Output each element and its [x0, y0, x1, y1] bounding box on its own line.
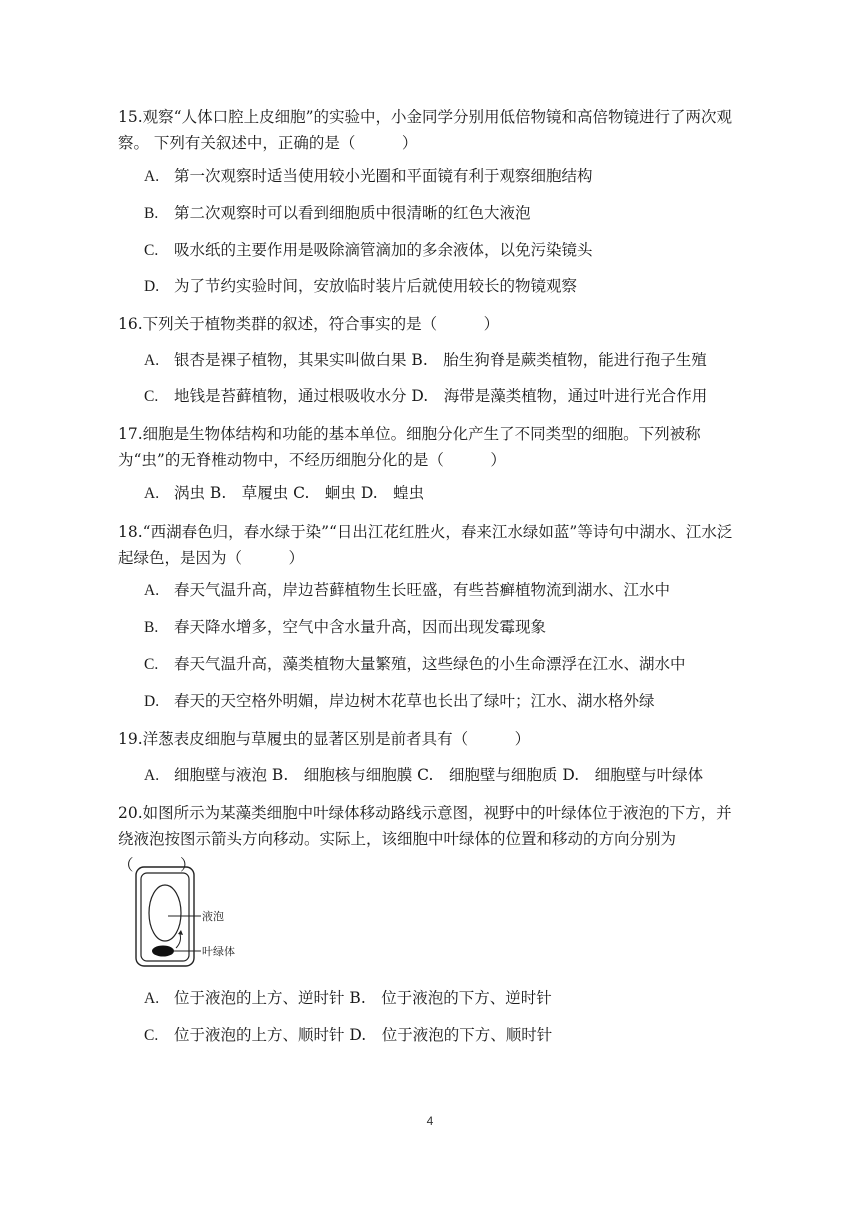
option-letter: A. — [144, 990, 160, 1007]
option-letter: B. — [144, 205, 159, 222]
question-18-option-b — [144, 617, 744, 638]
option-letter: A. — [144, 767, 160, 784]
question-16-option-ab — [144, 350, 744, 371]
cell-diagram — [130, 864, 250, 970]
question-15-option-c — [144, 240, 744, 261]
question-15-option-d — [144, 276, 744, 297]
option-letter: C. — [144, 242, 159, 259]
option-text: 地钱是苔藓植物，通过根吸收水分 D. 海带是藻类植物，通过叶进行光合作用 — [174, 387, 708, 405]
question-20-option-cd — [144, 1025, 744, 1046]
option-text: 第二次观察时可以看到细胞质中很清晰的红色大液泡 — [174, 204, 531, 222]
question-15-stem: 15.观察“人体口腔上皮细胞”的实验中，小金同学分别用低倍物镜和高倍物镜进行了两次观察。 下列有关叙述中，正确的是（ ） — [118, 108, 733, 152]
option-text: 位于液泡的上方、顺时针 D. 位于液泡的下方、顺时针 — [174, 1026, 553, 1044]
page-number: 4 — [426, 1114, 434, 1128]
option-text: 春天气温升高，岸边苔藓植物生长旺盛，有些苔癣植物流到湖水、江水中 — [174, 581, 671, 599]
question-18-option-d — [144, 691, 744, 712]
question-18-stem: 18.“西湖春色归，春水绿于染”“日出江花红胜火，春来江水绿如蓝”等诗句中湖水、江水泛起绿色，是因为（ ） — [118, 523, 733, 567]
option-letter: B. — [144, 619, 159, 636]
question-20-stem: 20.如图所示为某藻类细胞中叶绿体移动路线示意图，视野中的叶绿体位于液泡的下方，并绕液泡按图示箭头方向移动。实际上，该细胞中叶绿体的位置和移动的方向分别为（ ） — [118, 804, 732, 874]
option-letter: C. — [144, 1027, 159, 1044]
option-letter: A. — [144, 485, 160, 502]
arrow-head — [178, 930, 183, 935]
question-15-option-b — [144, 203, 744, 224]
question-15-option-a — [144, 166, 744, 187]
option-letter: A. — [144, 168, 160, 185]
chloroplast-label: 叶绿体 — [202, 945, 235, 958]
option-text: 银杏是裸子植物，其果实叫做白果 B. 胎生狗脊是蕨类植物，能进行孢子生殖 — [174, 351, 707, 369]
question-19-stem: 19.洋葱表皮细胞与草履虫的显著区别是前者具有（ ） — [118, 730, 531, 748]
option-text: 细胞壁与液泡 B. 细胞核与细胞膜 C. 细胞壁与细胞质 D. 细胞壁与叶绿体 — [174, 766, 704, 784]
chloroplast-shape — [152, 946, 174, 957]
question-18-option-a — [144, 580, 744, 601]
question-17-stem: 17.细胞是生物体结构和功能的基本单位。细胞分化产生了不同类型的细胞。下列被称为“虫”的无脊椎动物中，不经历细胞分化的是（ ） — [118, 425, 701, 469]
question-19-options — [144, 765, 744, 786]
question-16-option-cd — [144, 386, 744, 407]
option-letter: A. — [144, 582, 160, 599]
option-letter: C. — [144, 656, 159, 673]
option-letter: D. — [144, 693, 160, 710]
option-text: 涡虫 B. 草履虫 C. 蛔虫 D. 蝗虫 — [174, 484, 425, 502]
option-text: 位于液泡的上方、逆时针 B. 位于液泡的下方、逆时针 — [174, 989, 552, 1007]
option-letter: D. — [144, 278, 160, 295]
option-letter: C. — [144, 388, 159, 405]
vacuole-label: 液泡 — [202, 910, 224, 923]
question-18-option-c — [144, 654, 744, 675]
option-text: 春天气温升高，藻类植物大量繁殖，这些绿色的小生命漂浮在江水、湖水中 — [174, 655, 686, 673]
question-17-options — [144, 483, 744, 504]
option-text: 为了节约实验时间，安放临时装片后就使用较长的物镜观察 — [174, 277, 578, 295]
option-text: 春天降水增多，空气中含水量升高，因而出现发霉现象 — [174, 618, 547, 636]
option-text: 第一次观察时适当使用较小光圈和平面镜有利于观察细胞结构 — [174, 167, 593, 185]
movement-arrow — [176, 934, 181, 948]
vacuole-shape — [149, 885, 181, 941]
question-16-stem: 16.下列关于植物类群的叙述，符合事实的是（ ） — [118, 315, 500, 333]
option-letter: A. — [144, 352, 160, 369]
option-text: 春天的天空格外明媚，岸边树木花草也长出了绿叶；江水、湖水格外绿 — [174, 692, 655, 710]
question-20-option-ab — [144, 988, 744, 1009]
option-text: 吸水纸的主要作用是吸除滴管滴加的多余液体，以免污染镜头 — [174, 241, 593, 259]
